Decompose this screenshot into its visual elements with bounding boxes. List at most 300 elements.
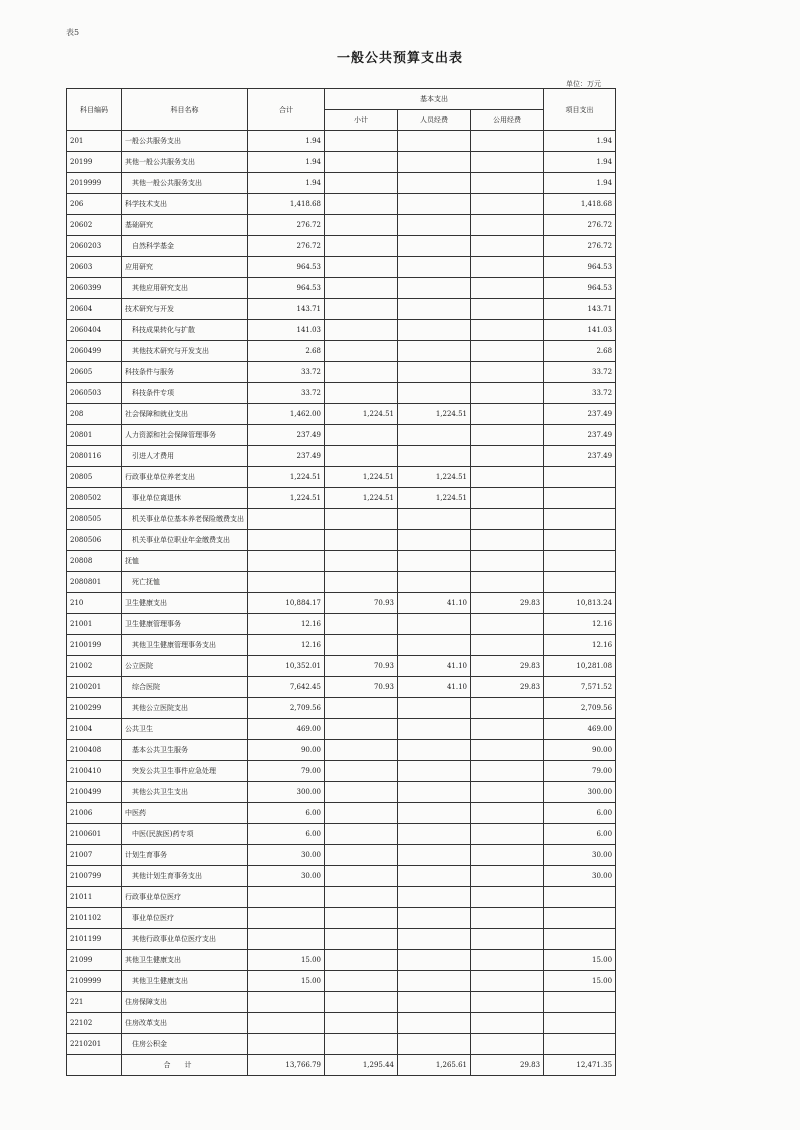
- table-row: [67, 467, 616, 488]
- cell-total: 1,224.51: [248, 488, 325, 509]
- table-row: [67, 824, 616, 845]
- cell-public: [471, 383, 544, 404]
- cell-name: 其他卫生健康支出: [122, 971, 248, 992]
- cell-personnel: [398, 761, 471, 782]
- cell-subtotal: [325, 803, 398, 824]
- cell-public: [471, 971, 544, 992]
- cell-personnel: 1,224.51: [398, 467, 471, 488]
- cell-personnel: [398, 719, 471, 740]
- budget-expenditure-table: [66, 88, 616, 1076]
- cell-public: [471, 320, 544, 341]
- table-row: [67, 593, 616, 614]
- cell-public: [471, 341, 544, 362]
- cell-total: 469.00: [248, 719, 325, 740]
- table-row: [67, 866, 616, 887]
- cell-public: 29.83: [471, 677, 544, 698]
- total-row-subtotal: 1,295.44: [325, 1055, 398, 1076]
- cell-code: 2060399: [67, 278, 122, 299]
- table-footer: [67, 1055, 616, 1076]
- cell-code: 206: [67, 194, 122, 215]
- cell-personnel: [398, 824, 471, 845]
- cell-project: 237.49: [544, 425, 616, 446]
- cell-total: 2.68: [248, 341, 325, 362]
- cell-code: 2100499: [67, 782, 122, 803]
- cell-code: 2100299: [67, 698, 122, 719]
- cell-code: 20604: [67, 299, 122, 320]
- cell-public: [471, 782, 544, 803]
- cell-code: 2109999: [67, 971, 122, 992]
- table-row: [67, 341, 616, 362]
- cell-personnel: [398, 236, 471, 257]
- table-row: [67, 929, 616, 950]
- cell-code: 2080801: [67, 572, 122, 593]
- cell-subtotal: [325, 887, 398, 908]
- table-row: [67, 446, 616, 467]
- cell-subtotal: [325, 971, 398, 992]
- cell-personnel: [398, 992, 471, 1013]
- total-row-total: 13,766.79: [248, 1055, 325, 1076]
- table-row: [67, 992, 616, 1013]
- cell-total: 12.16: [248, 635, 325, 656]
- cell-personnel: [398, 908, 471, 929]
- table-row: [67, 551, 616, 572]
- cell-project: [544, 887, 616, 908]
- cell-subtotal: 70.93: [325, 656, 398, 677]
- cell-personnel: [398, 509, 471, 530]
- cell-name: 综合医院: [122, 677, 248, 698]
- cell-code: 2100408: [67, 740, 122, 761]
- table-row: [67, 425, 616, 446]
- cell-name: 行政事业单位医疗: [122, 887, 248, 908]
- cell-name: 科技条件专项: [122, 383, 248, 404]
- cell-public: [471, 425, 544, 446]
- cell-personnel: 41.10: [398, 656, 471, 677]
- cell-subtotal: [325, 572, 398, 593]
- cell-project: 6.00: [544, 824, 616, 845]
- cell-code: 2080116: [67, 446, 122, 467]
- cell-personnel: [398, 383, 471, 404]
- cell-public: [471, 572, 544, 593]
- cell-project: 1,418.68: [544, 194, 616, 215]
- cell-subtotal: [325, 719, 398, 740]
- cell-name: 公立医院: [122, 656, 248, 677]
- cell-public: [471, 488, 544, 509]
- header-project: 项目支出: [544, 89, 616, 131]
- cell-personnel: [398, 257, 471, 278]
- cell-subtotal: [325, 509, 398, 530]
- cell-project: 12.16: [544, 635, 616, 656]
- cell-total: [248, 509, 325, 530]
- cell-project: 79.00: [544, 761, 616, 782]
- cell-name: 机关事业单位基本养老保险缴费支出: [122, 509, 248, 530]
- cell-name: 其他一般公共服务支出: [122, 152, 248, 173]
- cell-public: [471, 509, 544, 530]
- cell-personnel: [398, 551, 471, 572]
- cell-subtotal: [325, 152, 398, 173]
- table-header: [67, 89, 616, 131]
- cell-name: 人力资源和社会保障管理事务: [122, 425, 248, 446]
- cell-total: [248, 530, 325, 551]
- cell-total: 276.72: [248, 236, 325, 257]
- cell-public: [471, 614, 544, 635]
- cell-subtotal: [325, 320, 398, 341]
- cell-personnel: [398, 929, 471, 950]
- cell-name: 住房改革支出: [122, 1013, 248, 1034]
- cell-name: 科技条件与服务: [122, 362, 248, 383]
- cell-total: 90.00: [248, 740, 325, 761]
- cell-code: 21011: [67, 887, 122, 908]
- cell-code: 2100799: [67, 866, 122, 887]
- cell-personnel: [398, 152, 471, 173]
- cell-personnel: [398, 1013, 471, 1034]
- cell-public: [471, 761, 544, 782]
- cell-project: [544, 530, 616, 551]
- cell-public: [471, 446, 544, 467]
- cell-project: 469.00: [544, 719, 616, 740]
- cell-subtotal: 1,224.51: [325, 488, 398, 509]
- table-row: [67, 173, 616, 194]
- table-row: [67, 194, 616, 215]
- cell-personnel: [398, 803, 471, 824]
- cell-code: 20199: [67, 152, 122, 173]
- header-personnel: 人员经费: [398, 110, 471, 131]
- cell-public: [471, 950, 544, 971]
- cell-project: 10,813.24: [544, 593, 616, 614]
- cell-total: 141.03: [248, 320, 325, 341]
- cell-total: [248, 992, 325, 1013]
- cell-project: 276.72: [544, 215, 616, 236]
- cell-total: 30.00: [248, 845, 325, 866]
- cell-name: 抚恤: [122, 551, 248, 572]
- table-row: [67, 950, 616, 971]
- cell-public: [471, 551, 544, 572]
- cell-subtotal: [325, 929, 398, 950]
- table-row: [67, 908, 616, 929]
- table-row: [67, 236, 616, 257]
- cell-code: 20805: [67, 467, 122, 488]
- total-row-code: [67, 1055, 122, 1076]
- cell-project: 1.94: [544, 131, 616, 152]
- header-code: 科目编码: [67, 89, 122, 131]
- cell-name: 突发公共卫生事件应急处理: [122, 761, 248, 782]
- cell-total: 33.72: [248, 383, 325, 404]
- cell-name: 住房公积金: [122, 1034, 248, 1055]
- cell-subtotal: 70.93: [325, 677, 398, 698]
- cell-subtotal: [325, 551, 398, 572]
- cell-personnel: [398, 446, 471, 467]
- cell-project: 964.53: [544, 278, 616, 299]
- table-row: [67, 761, 616, 782]
- cell-public: [471, 803, 544, 824]
- cell-project: 276.72: [544, 236, 616, 257]
- cell-total: 964.53: [248, 257, 325, 278]
- cell-code: 210: [67, 593, 122, 614]
- cell-personnel: [398, 698, 471, 719]
- cell-public: 29.83: [471, 593, 544, 614]
- cell-name: 机关事业单位职业年金缴费支出: [122, 530, 248, 551]
- cell-personnel: [398, 320, 471, 341]
- page-title: 一般公共预算支出表: [336, 51, 463, 66]
- cell-code: 21001: [67, 614, 122, 635]
- cell-public: [471, 908, 544, 929]
- cell-personnel: [398, 131, 471, 152]
- cell-name: 其他计划生育事务支出: [122, 866, 248, 887]
- cell-name: 社会保障和就业支出: [122, 404, 248, 425]
- cell-subtotal: [325, 845, 398, 866]
- cell-public: [471, 236, 544, 257]
- cell-project: 1.94: [544, 173, 616, 194]
- cell-total: 1,462.00: [248, 404, 325, 425]
- cell-subtotal: [325, 131, 398, 152]
- table-row: [67, 509, 616, 530]
- cell-total: 237.49: [248, 446, 325, 467]
- cell-personnel: [398, 194, 471, 215]
- header-name: 科目名称: [122, 89, 248, 131]
- cell-project: 2.68: [544, 341, 616, 362]
- cell-project: [544, 509, 616, 530]
- cell-name: 事业单位离退休: [122, 488, 248, 509]
- cell-code: 21099: [67, 950, 122, 971]
- table-body: [67, 131, 616, 1055]
- cell-project: 6.00: [544, 803, 616, 824]
- cell-personnel: 1,224.51: [398, 488, 471, 509]
- cell-total: 1.94: [248, 152, 325, 173]
- total-row-public: 29.83: [471, 1055, 544, 1076]
- cell-personnel: [398, 845, 471, 866]
- table-row: [67, 803, 616, 824]
- cell-personnel: [398, 341, 471, 362]
- cell-personnel: [398, 614, 471, 635]
- cell-total: 7,642.45: [248, 677, 325, 698]
- cell-name: 中医(民族医)药专项: [122, 824, 248, 845]
- cell-project: 237.49: [544, 404, 616, 425]
- table-number-label: 表5: [66, 28, 80, 37]
- cell-project: 90.00: [544, 740, 616, 761]
- cell-name: 自然科学基金: [122, 236, 248, 257]
- cell-name: 科技成果转化与扩散: [122, 320, 248, 341]
- cell-total: 79.00: [248, 761, 325, 782]
- cell-public: [471, 1034, 544, 1055]
- cell-project: 7,571.52: [544, 677, 616, 698]
- cell-public: [471, 929, 544, 950]
- cell-code: 2101102: [67, 908, 122, 929]
- cell-personnel: [398, 530, 471, 551]
- table-row: [67, 131, 616, 152]
- table-row: [67, 530, 616, 551]
- cell-name: 行政事业单位养老支出: [122, 467, 248, 488]
- cell-personnel: [398, 950, 471, 971]
- table-row: [67, 299, 616, 320]
- cell-code: 2101199: [67, 929, 122, 950]
- cell-total: [248, 908, 325, 929]
- cell-subtotal: [325, 362, 398, 383]
- cell-name: 其他行政事业单位医疗支出: [122, 929, 248, 950]
- cell-personnel: [398, 362, 471, 383]
- cell-code: 2100199: [67, 635, 122, 656]
- cell-public: [471, 194, 544, 215]
- cell-public: [471, 845, 544, 866]
- cell-project: 15.00: [544, 971, 616, 992]
- cell-name: 死亡抚恤: [122, 572, 248, 593]
- cell-project: [544, 488, 616, 509]
- cell-name: 应用研究: [122, 257, 248, 278]
- table-row: [67, 257, 616, 278]
- cell-total: [248, 1013, 325, 1034]
- cell-public: [471, 278, 544, 299]
- cell-subtotal: [325, 215, 398, 236]
- cell-code: 201: [67, 131, 122, 152]
- cell-project: 143.71: [544, 299, 616, 320]
- cell-total: 15.00: [248, 971, 325, 992]
- cell-subtotal: [325, 824, 398, 845]
- cell-name: 计划生育事务: [122, 845, 248, 866]
- cell-subtotal: [325, 383, 398, 404]
- cell-personnel: [398, 572, 471, 593]
- header-basic: 基本支出: [325, 89, 544, 110]
- cell-personnel: [398, 278, 471, 299]
- table-row: [67, 614, 616, 635]
- cell-code: 2080505: [67, 509, 122, 530]
- cell-name: 其他技术研究与开发支出: [122, 341, 248, 362]
- cell-name: 卫生健康支出: [122, 593, 248, 614]
- cell-project: 30.00: [544, 866, 616, 887]
- total-row-label: 合计: [122, 1055, 248, 1076]
- cell-public: [471, 740, 544, 761]
- cell-personnel: [398, 782, 471, 803]
- cell-public: [471, 131, 544, 152]
- cell-public: [471, 530, 544, 551]
- cell-subtotal: [325, 908, 398, 929]
- cell-personnel: [398, 887, 471, 908]
- cell-name: 引进人才费用: [122, 446, 248, 467]
- cell-personnel: [398, 215, 471, 236]
- cell-code: 2019999: [67, 173, 122, 194]
- cell-project: [544, 572, 616, 593]
- cell-personnel: 41.10: [398, 593, 471, 614]
- cell-public: [471, 299, 544, 320]
- cell-project: 2,709.56: [544, 698, 616, 719]
- cell-total: 15.00: [248, 950, 325, 971]
- cell-name: 基础研究: [122, 215, 248, 236]
- cell-public: [471, 866, 544, 887]
- cell-total: 1,418.68: [248, 194, 325, 215]
- cell-code: 21006: [67, 803, 122, 824]
- cell-project: 141.03: [544, 320, 616, 341]
- cell-code: 2080506: [67, 530, 122, 551]
- unit-label: 单位：万元: [566, 80, 601, 88]
- cell-public: [471, 635, 544, 656]
- table-row: [67, 698, 616, 719]
- table-row: [67, 1034, 616, 1055]
- cell-total: 33.72: [248, 362, 325, 383]
- cell-total: 143.71: [248, 299, 325, 320]
- cell-code: 2060203: [67, 236, 122, 257]
- cell-project: 10,281.08: [544, 656, 616, 677]
- cell-code: 208: [67, 404, 122, 425]
- table-row: [67, 845, 616, 866]
- table-row: [67, 656, 616, 677]
- cell-public: [471, 257, 544, 278]
- cell-total: [248, 572, 325, 593]
- cell-subtotal: [325, 278, 398, 299]
- cell-public: [471, 404, 544, 425]
- cell-personnel: [398, 1034, 471, 1055]
- cell-subtotal: [325, 992, 398, 1013]
- cell-total: 2,709.56: [248, 698, 325, 719]
- cell-subtotal: [325, 257, 398, 278]
- cell-project: [544, 467, 616, 488]
- cell-name: 其他公立医院支出: [122, 698, 248, 719]
- cell-total: [248, 551, 325, 572]
- cell-public: [471, 1013, 544, 1034]
- cell-public: [471, 215, 544, 236]
- cell-subtotal: [325, 173, 398, 194]
- table-row: [67, 215, 616, 236]
- cell-code: 20801: [67, 425, 122, 446]
- table-row: [67, 740, 616, 761]
- cell-name: 科学技术支出: [122, 194, 248, 215]
- cell-personnel: 1,224.51: [398, 404, 471, 425]
- cell-name: 公共卫生: [122, 719, 248, 740]
- cell-total: 6.00: [248, 824, 325, 845]
- cell-name: 住房保障支出: [122, 992, 248, 1013]
- cell-subtotal: 1,224.51: [325, 467, 398, 488]
- cell-name: 其他卫生健康管理事务支出: [122, 635, 248, 656]
- cell-subtotal: [325, 698, 398, 719]
- cell-subtotal: [325, 635, 398, 656]
- cell-project: 300.00: [544, 782, 616, 803]
- cell-project: 30.00: [544, 845, 616, 866]
- table-row: [67, 404, 616, 425]
- cell-code: 2060499: [67, 341, 122, 362]
- cell-subtotal: [325, 530, 398, 551]
- cell-project: 15.00: [544, 950, 616, 971]
- cell-code: 21007: [67, 845, 122, 866]
- cell-code: 20605: [67, 362, 122, 383]
- table-row: [67, 278, 616, 299]
- total-row-project: 12,471.35: [544, 1055, 616, 1076]
- cell-project: 33.72: [544, 383, 616, 404]
- cell-subtotal: [325, 761, 398, 782]
- cell-personnel: [398, 425, 471, 446]
- cell-code: 2100601: [67, 824, 122, 845]
- table-row: [67, 635, 616, 656]
- cell-subtotal: 70.93: [325, 593, 398, 614]
- cell-name: 其他一般公共服务支出: [122, 173, 248, 194]
- table-row: [67, 362, 616, 383]
- cell-total: 10,884.17: [248, 593, 325, 614]
- table-row: [67, 677, 616, 698]
- cell-project: [544, 1034, 616, 1055]
- cell-project: 964.53: [544, 257, 616, 278]
- cell-code: 221: [67, 992, 122, 1013]
- cell-name: 其他应用研究支出: [122, 278, 248, 299]
- cell-total: 1,224.51: [248, 467, 325, 488]
- cell-total: 276.72: [248, 215, 325, 236]
- cell-public: [471, 173, 544, 194]
- cell-total: 1.94: [248, 173, 325, 194]
- cell-subtotal: [325, 866, 398, 887]
- table-row: [67, 572, 616, 593]
- table-row: [67, 320, 616, 341]
- cell-personnel: [398, 173, 471, 194]
- header-total: 合计: [248, 89, 325, 131]
- cell-subtotal: 1,224.51: [325, 404, 398, 425]
- cell-name: 基本公共卫生服务: [122, 740, 248, 761]
- cell-subtotal: [325, 782, 398, 803]
- cell-total: 30.00: [248, 866, 325, 887]
- cell-code: 2210201: [67, 1034, 122, 1055]
